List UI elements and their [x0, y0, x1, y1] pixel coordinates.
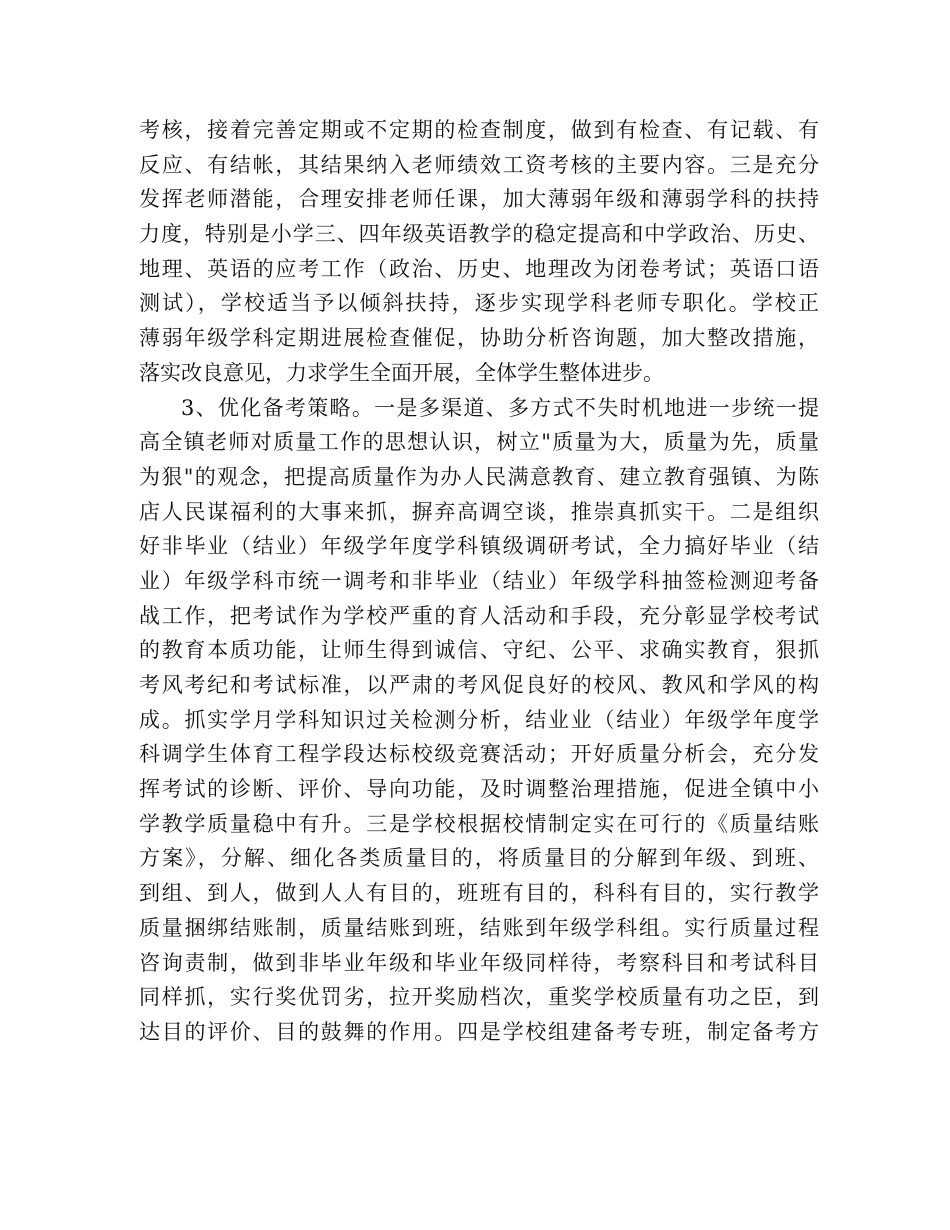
- body-text: [139, 113, 819, 1050]
- text-line: 方案》，分解、细化各类质量目的，将质量目的分解到年级、到班、: [139, 846, 819, 871]
- text-line: 落实改良意见，力求学生全面开展，全体学生整体进步。: [139, 360, 664, 385]
- text-line: 战工作，把考试作为学校严重的育人活动和手段，充分彰显学校考试: [139, 603, 819, 628]
- text-line: 高全镇老师对质量工作的思想认识，树立"质量为大，质量为先，质量: [139, 430, 819, 455]
- text-line: 为狠"的观念，把提高质量作为办人民满意教育、建立教育强镇、为陈: [139, 464, 819, 489]
- text-line: 店人民谋福利的大事来抓，摒弃高调空谈，推崇真抓实干。二是组织: [139, 499, 819, 524]
- text-line: 质量捆绑结账制，质量结账到班，结账到年级学科组。实行质量过程: [139, 915, 819, 940]
- text-line: 考风考纪和考试标准，以严肃的考风促良好的校风、教风和学风的构: [139, 673, 819, 697]
- text-line: 挥考试的诊断、评价、导向功能，及时调整治理措施，促进全镇中小: [139, 777, 819, 802]
- text-line: 的教育本质功能，让师生得到诚信、守纪、公平、求确实教育，狠抓: [139, 638, 819, 663]
- text-line: 科调学生体育工程学段达标校级竞赛活动；开好质量分析会，充分发: [139, 742, 819, 767]
- text-line: 力度，特别是小学三、四年级英语教学的稳定提高和中学政治、历史、: [139, 222, 819, 247]
- text-line: 达目的评价、目的鼓舞的作用。四是学校组建备考专班，制定备考方: [139, 1019, 819, 1044]
- text-line: 好非毕业（结业）年级学年度学科镇级调研考试，全力搞好毕业（结: [139, 534, 819, 559]
- text-line: 咨询责制，做到非毕业年级和毕业年级同样待，考察科目和考试科目: [139, 950, 819, 975]
- text-line: 到组、到人，做到人人有目的，班班有目的，科科有目的，实行教学: [139, 881, 819, 906]
- text-line: 发挥老师潜能，合理安排老师任课，加大薄弱年级和薄弱学科的扶持: [139, 187, 819, 212]
- text-line: 同样抓，实行奖优罚劣，拉开奖励档次，重奖学校质量有功之臣，到: [139, 985, 819, 1010]
- paragraph-1: [139, 113, 819, 391]
- text-line: 业）年级学科市统一调考和非毕业（结业）年级学科抽签检测迎考备: [139, 568, 819, 593]
- paragraph-2: [139, 391, 819, 1050]
- text-line: 3、优化备考策略。一是多渠道、多方式不失时机地进一步统一提: [181, 395, 819, 420]
- text-line: 反应、有结帐，其结果纳入老师绩效工资考核的主要内容。三是充分: [139, 152, 819, 177]
- text-line: 考核，接着完善定期或不定期的检查制度，做到有检查、有记载、有: [139, 118, 819, 142]
- text-line: 学教学质量稳中有升。三是学校根据校情制定实在可行的《质量结账: [139, 811, 819, 836]
- text-line: 地理、英语的应考工作（政治、历史、地理改为闭卷考试；英语口语: [139, 256, 819, 281]
- text-line: 测试），学校适当予以倾斜扶持，逐步实现学科老师专职化。学校正: [139, 291, 819, 316]
- text-line: 成。抓实学月学科知识过关检测分析，结业业（结业）年级学年度学: [139, 707, 819, 732]
- text-line: 薄弱年级学科定期进展检查催促，协助分析咨询题，加大整改措施，: [139, 326, 819, 351]
